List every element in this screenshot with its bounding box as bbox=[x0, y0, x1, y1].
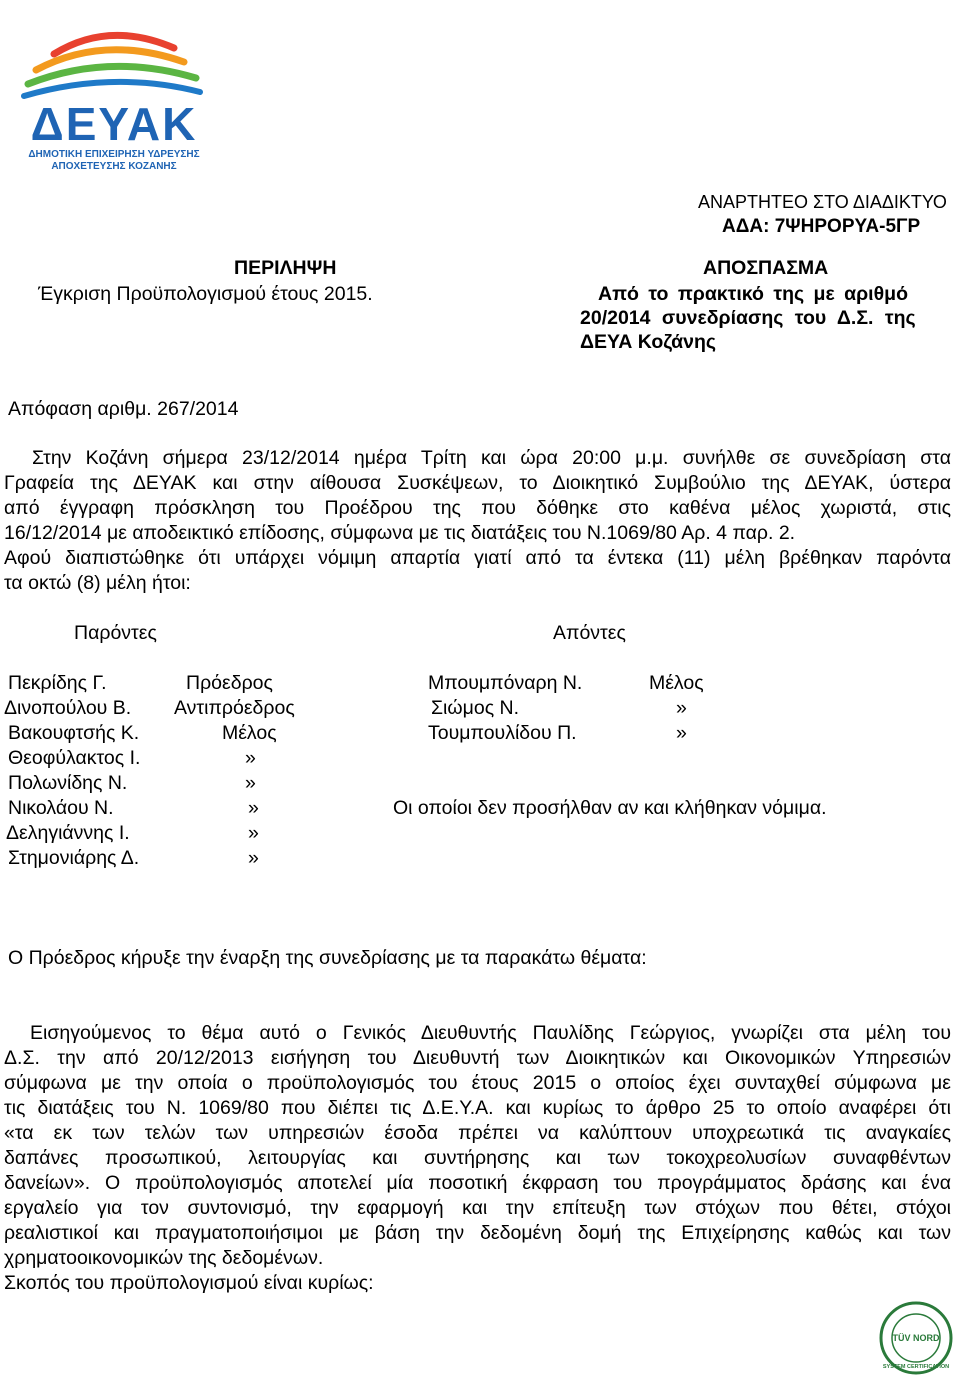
logo-name: ΔΕΥΑΚ bbox=[30, 98, 198, 150]
summary-text: Έγκριση Προϋπολογισμού έτους 2015. bbox=[38, 283, 373, 305]
present-member-role: » bbox=[245, 747, 256, 769]
logo-waves-icon bbox=[24, 35, 200, 96]
present-member-name: Στημονιάρης Δ. bbox=[8, 847, 140, 869]
intro-line: τα οκτώ (8) μέλη ήτοι: bbox=[4, 572, 191, 594]
posted-online-label: ΑΝΑΡΤΗΤΕΟ ΣΤΟ ΔΙΑΔΙΚΤΥΟ bbox=[698, 192, 947, 212]
present-member-name: Βακουφτσής Κ. bbox=[8, 722, 140, 744]
absent-member-name: Τουμπουλίδου Π. bbox=[428, 722, 577, 744]
intro-line: Αφού διαπιστώθηκε ότι υπάρχει νόμιμη απαρτία γιατί από τα έντεκα (11) μέλη βρέθηκαν παρόντα bbox=[4, 547, 951, 569]
body-paragraph bbox=[4, 1021, 951, 1296]
present-member-name: Νικολάου Ν. bbox=[8, 797, 114, 819]
excerpt-heading: ΑΠΟΣΠΑΣΜΑ bbox=[703, 257, 829, 279]
body-line: τις διατάξεις του Ν. 1069/80 που διέπει τις Δ.Ε.Υ.Α. και κυρίως το άρθρο 25 το οποίο αναφέρει ότι bbox=[4, 1097, 951, 1119]
absent-member-role: » bbox=[676, 697, 687, 719]
intro-line: 16/12/2014 με αποδεικτικό επίδοσης, σύμφωνα με τις διατάξεις του Ν.1069/80 Αρ. 4 παρ. 2. bbox=[4, 522, 796, 544]
present-member-role: » bbox=[248, 822, 259, 844]
body-line: ρεαλιστικοί και πραγματοποιήσιμοι με βάση την δεδομένη δομή της Επιχείρησης καθώς και των bbox=[4, 1222, 951, 1244]
ada-code: ΑΔΑ: 7ΨΗΡΟΡΥΑ-5ΓΡ bbox=[722, 216, 921, 237]
logo-subtitle-1: ΔΗΜΟΤΙΚΗ ΕΠΙΧΕΙΡΗΣΗ ΥΔΡΕΥΣΗΣ bbox=[28, 149, 200, 160]
intro-line: από έγγραφη πρόσκληση του Προέδρου της που δόθηκε στο καθένα μέλος χωριστά, στις bbox=[4, 497, 951, 519]
absent-member-name: Σιώμος Ν. bbox=[431, 697, 520, 719]
body-line: σύμφωνα με την οποία ο προϋπολογισμός του έτους 2015 ο οποίος έχει συνταχθεί σύμφωνα με bbox=[4, 1072, 951, 1094]
excerpt-line-1: Από το πρακτικό της με αριθμό bbox=[598, 283, 908, 305]
present-member-name: Θεοφύλακτος Ι. bbox=[8, 747, 141, 769]
present-member-role: Μέλος bbox=[222, 722, 277, 744]
decision-number: Απόφαση αριθμ. 267/2014 bbox=[8, 398, 239, 420]
opening-statement: Ο Πρόεδρος κήρυξε την έναρξη της συνεδρίασης με τα παρακάτω θέματα: bbox=[8, 947, 647, 969]
intro-line: Γραφεία της ΔΕΥΑΚ και στην αίθουσα Συσκέψεων, το Διοικητικό Συμβούλιο της ΔΕΥΑΚ, ύστερα bbox=[4, 472, 951, 494]
body-line: χρηματοοικονομικών της δεδομένων. bbox=[4, 1247, 324, 1269]
body-line: εργαλείο για τον συντονισμό, την εφαρμογή και την επίτευξη των στόχων που θέτει, στόχοι bbox=[4, 1197, 951, 1219]
deyak-logo bbox=[14, 12, 214, 172]
present-member-name: Πεκρίδης Γ. bbox=[8, 672, 107, 694]
excerpt-line-3: ΔΕΥΑ Κοζάνης bbox=[580, 331, 717, 353]
present-member-role: Αντιπρόεδρος bbox=[174, 697, 295, 719]
body-line: «τα εκ των τελών των υπηρεσιών έσοδα πρέπει να καλύπτουν υποχρεωτικά τις αναγκαίες bbox=[4, 1122, 951, 1144]
certification-stamp-icon bbox=[878, 1300, 954, 1376]
present-member-role: Πρόεδρος bbox=[186, 672, 273, 694]
logo-subtitle-2: ΑΠΟΧΕΤΕΥΣΗΣ ΚΟΖΑΝΗΣ bbox=[51, 161, 177, 172]
present-member-name: Πολωνίδης Ν. bbox=[8, 772, 128, 794]
absent-member-role: Μέλος bbox=[649, 672, 704, 694]
intro-paragraph bbox=[4, 446, 951, 596]
excerpt-line-2: 20/2014 συνεδρίασης του Δ.Σ. της bbox=[580, 307, 916, 329]
body-line: Δ.Σ. την από 20/12/2013 εισήγηση του Διευθυντή των Διοικητικών και Οικονομικών Υπηρεσιών bbox=[4, 1047, 951, 1069]
present-member-name: Δεληγιάννης Ι. bbox=[6, 822, 130, 844]
stamp-top-text: TÜV NORD bbox=[892, 1333, 940, 1343]
present-label: Παρόντες bbox=[74, 622, 157, 644]
present-member-role: » bbox=[245, 772, 256, 794]
intro-line: Στην Κοζάνη σήμερα 23/12/2014 ημέρα Τρίτη και ώρα 20:00 μ.μ. συνήλθε σε συνεδρίαση στα bbox=[32, 447, 951, 469]
absent-label: Απόντες bbox=[553, 622, 626, 644]
absent-member-role: » bbox=[676, 722, 687, 744]
present-member-name: Δινοπούλου Β. bbox=[4, 697, 132, 719]
absent-member-name: Μπουμπόναρη Ν. bbox=[428, 672, 583, 694]
present-member-role: » bbox=[248, 797, 259, 819]
stamp-bottom-text: SYSTEM CERTIFICATION bbox=[882, 1364, 950, 1370]
body-line: δαπάνες προσωπικού, λειτουργίας και συντήρησης και των τοκοχρεολυσίων συναφθέντων bbox=[4, 1147, 951, 1169]
purpose-line: Σκοπός του προϋπολογισμού είναι κυρίως: bbox=[4, 1272, 374, 1294]
summary-heading: ΠΕΡΙΛΗΨΗ bbox=[234, 257, 337, 279]
body-line: δανείων». Ο προϋπολογισμός αποτελεί μία ποσοτική έκφραση του προγράμματος δράσης και ένα bbox=[4, 1172, 951, 1194]
present-member-role: » bbox=[248, 847, 259, 869]
absent-note: Οι οποίοι δεν προσήλθαν αν και κλήθηκαν νόμιμα. bbox=[393, 797, 827, 819]
body-line: Εισηγούμενος το θέμα αυτό ο Γενικός Διευθυντής Παυλίδης Γεώργιος, γνωρίζει στα μέλη του bbox=[30, 1022, 951, 1044]
